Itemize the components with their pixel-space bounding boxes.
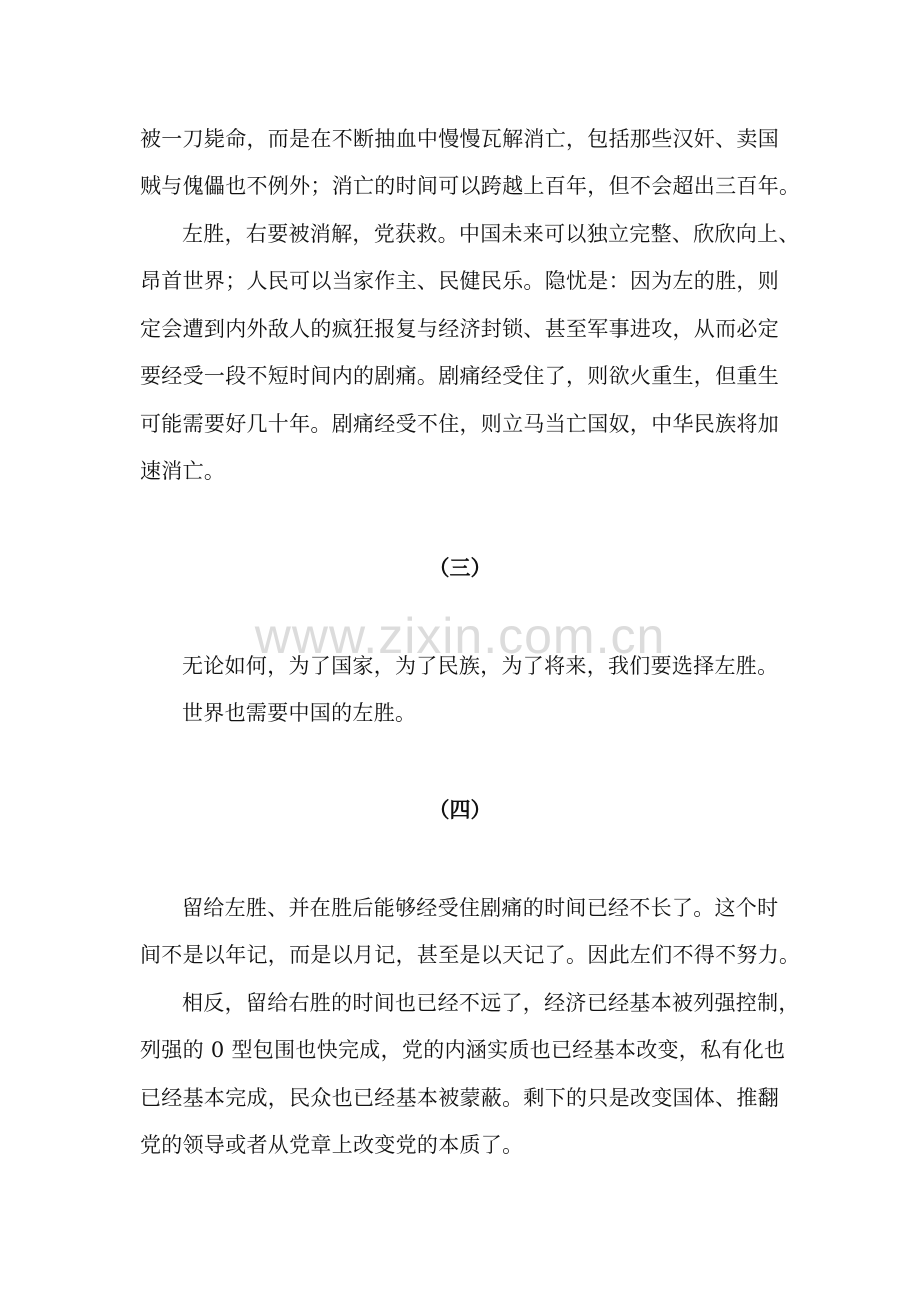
paragraph-line: 无论如何，为了国家，为了民族，为了将来，我们要选择左胜。 xyxy=(182,654,779,678)
paragraph-line: 贼与傀儡也不例外；消亡的时间可以跨越上百年，但不会超出三百年。 xyxy=(140,174,801,198)
paragraph-line: 被一刀毙命，而是在不断抽血中慢慢瓦解消亡，包括那些汉奸、卖国 xyxy=(140,127,779,151)
paragraph-line: 速消亡。 xyxy=(140,459,226,483)
section-heading-3: （三） xyxy=(428,555,492,580)
paragraph-line: 留给左胜、并在胜后能够经受住剧痛的时间已经不长了。这个时 xyxy=(182,896,779,920)
paragraph-line: 间不是以年记，而是以月记，甚至是以天记了。因此左们不得不努力。 xyxy=(140,943,801,967)
paragraph-line: 列强的 0 型包围也快完成，党的内涵实质也已经基本改变，私有化也 xyxy=(140,1038,786,1062)
paragraph-line: 定会遭到内外敌人的疯狂报复与经济封锁、甚至军事进攻，从而必定 xyxy=(140,317,779,341)
paragraph-line: 昂首世界；人民可以当家作主、民健民乐。隐忧是：因为左的胜，则 xyxy=(140,269,779,293)
paragraph-line: 相反，留给右胜的时间也已经不远了，经济已经基本被列强控制， xyxy=(182,991,800,1015)
paragraph-line: 世界也需要中国的左胜。 xyxy=(182,701,417,725)
section-heading-4: （四） xyxy=(428,797,492,822)
paragraph-line: 已经基本完成，民众也已经基本被蒙蔽。剩下的只是改变国体、推翻 xyxy=(140,1086,779,1110)
paragraph-line: 要经受一段不短时间内的剧痛。剧痛经受住了，则欲火重生，但重生 xyxy=(140,364,779,388)
paragraph-line: 党的领导或者从党章上改变党的本质了。 xyxy=(140,1133,524,1157)
paragraph-line: 左胜，右要被消解，党获救。中国未来可以独立完整、欣欣向上、 xyxy=(182,222,800,246)
paragraph-line: 可能需要好几十年。剧痛经受不住，则立马当亡国奴，中华民族将加 xyxy=(140,412,779,436)
watermark: www.zixin.com.cn xyxy=(254,608,666,664)
